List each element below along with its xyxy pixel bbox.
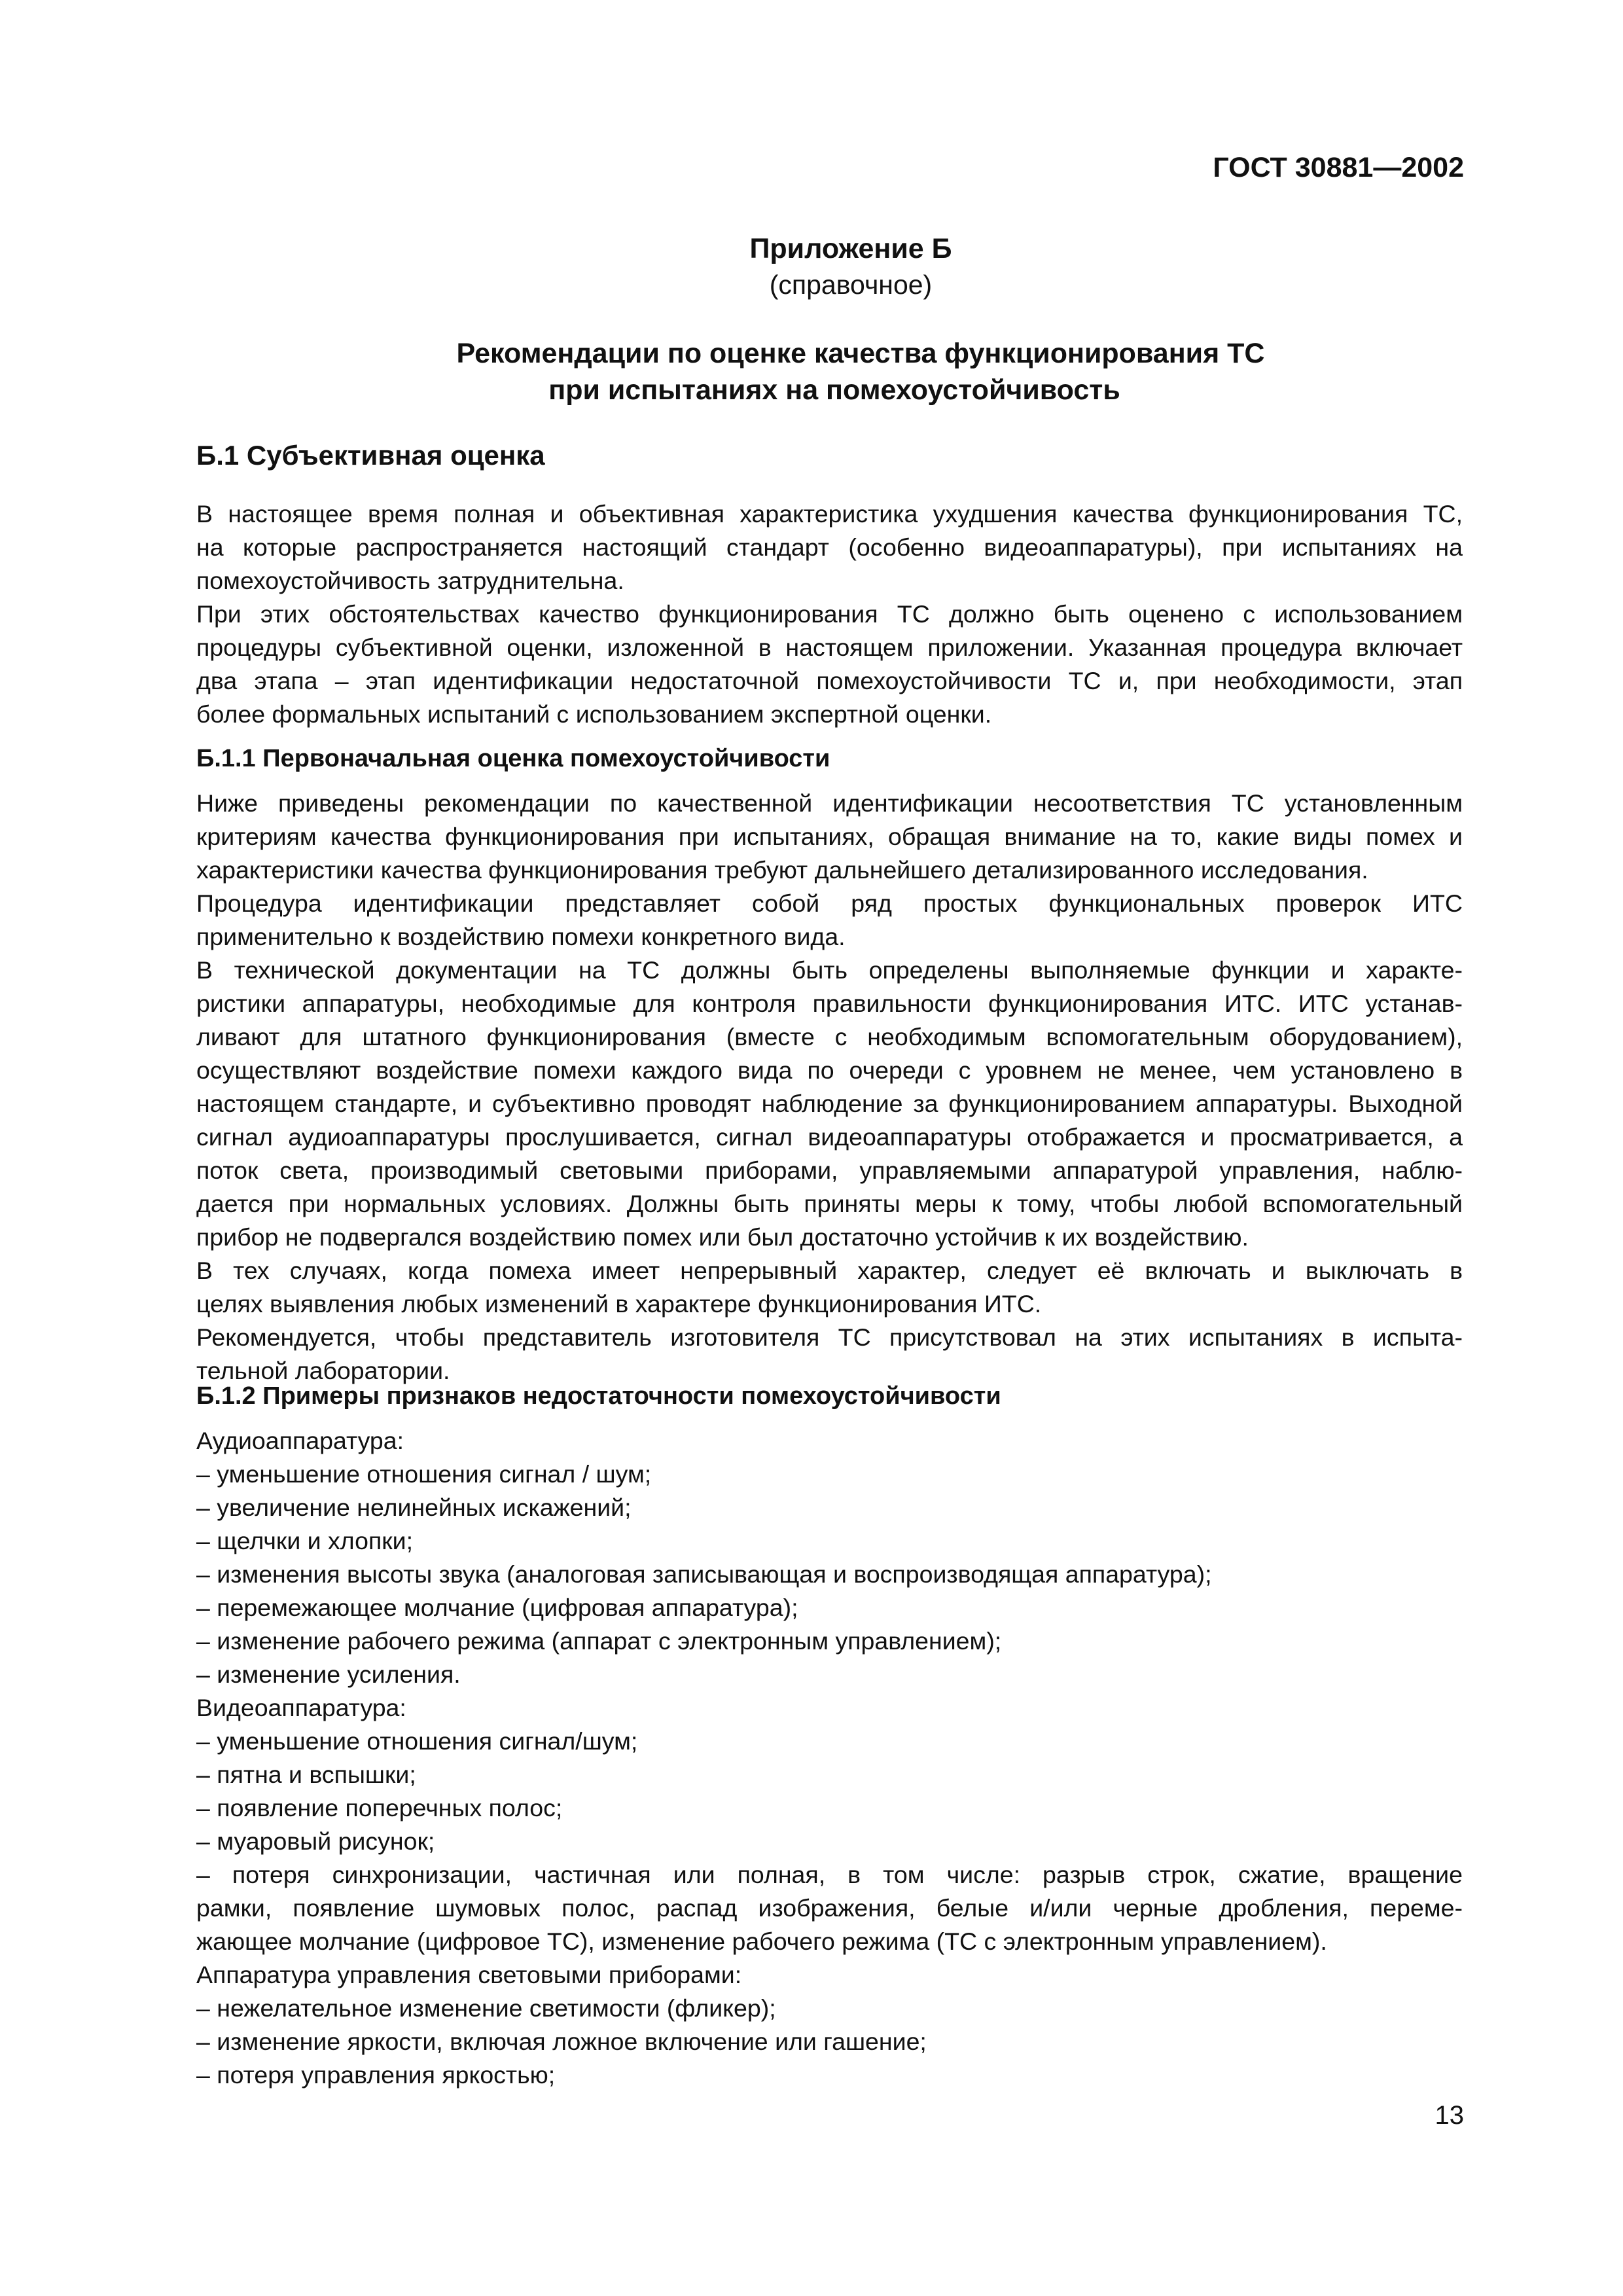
appendix-subtitle: (справочное) [769,270,933,300]
appendix-heading [0,335,1623,408]
text-line: применительно к воздействию помехи конкретного вида. [196,923,846,950]
list-item: – изменения высоты звука (аналоговая записывающая и воспроизводящая аппаратура); [196,1560,1212,1588]
list-label: Аппаратура управления световыми приборами: [196,1961,742,1988]
text-line: дается при нормальных условиях. Должны быть приняты меры к тому, чтобы любой вспомогательный [196,1190,1463,1217]
page-number: 13 [1435,2101,1464,2130]
section-b12-body [196,1424,1463,2092]
appendix-heading-line: Рекомендации по оценке качества функционирования ТС [456,338,1265,369]
text-line: критериям качества функционирования при испытаниях, обращая внимание на то, какие виды помех и [196,823,1463,850]
text-line: поток света, производимый световыми приборами, управляемыми аппаратурой управления, наблю- [196,1157,1463,1184]
text-line: ристики аппаратуры, необходимые для контроля правильности функционирования ИТС. ИТС устанав- [196,990,1463,1017]
text-line: В настоящее время полная и объективная характеристика ухудшения качества функционирования ТС, [196,500,1463,528]
text-line: Ниже приведены рекомендации по качественной идентификации несоответствия ТС установленным [196,789,1463,817]
text-line: Процедура идентификации представляет собой ряд простых функциональных проверок ИТС [196,889,1463,917]
list-label: Видеоаппаратура: [196,1694,406,1721]
list-item: – увеличение нелинейных искажений; [196,1494,632,1521]
section-b11-body [196,787,1463,1388]
list-item: – уменьшение отношения сигнал/шум; [196,1727,638,1755]
section-b1-title: Б.1 Субъективная оценка [196,440,545,471]
document-code: ГОСТ 30881—2002 [1213,152,1464,183]
text-line: Рекомендуется, чтобы представитель изготовителя ТС присутствовал на этих испытаниях в испыта- [196,1323,1463,1351]
text-line: осуществляют воздействие помехи каждого вида по очереди с уровнем не менее, чем установлено в [196,1056,1463,1084]
section-b11-title: Б.1.1 Первоначальная оценка помехоустойчивости [196,745,830,772]
list-item: – изменение рабочего режима (аппарат с электронным управлением); [196,1627,1002,1655]
list-item: – изменение усиления. [196,1660,461,1688]
text-line: на которые распространяется настоящий стандарт (особенно видеоаппаратуры), при испытаниях на [196,533,1463,561]
text-line: настоящем стандарте, и субъективно проводят наблюдение за функционированием аппаратуры. Выходной [196,1090,1463,1117]
text-line: прибор не подвергался воздействию помех или был достаточно устойчив к их воздействию. [196,1223,1249,1251]
text-line: процедуры субъективной оценки, изложенной в настоящем приложении. Указанная процедура включает [196,634,1463,661]
list-item: – появление поперечных полос; [196,1794,563,1821]
list-item: – пятна и вспышки; [196,1761,416,1788]
list-item: – муаровый рисунок; [196,1827,435,1855]
appendix-title: Приложение Б [749,233,952,264]
text-line: два этапа – этап идентификации недостаточной помехоустойчивости ТС и, при необходимости, этап [196,667,1463,694]
appendix-heading-line: при испытаниях на помехоустойчивость [548,374,1120,406]
list-item: – уменьшение отношения сигнал / шум; [196,1460,652,1488]
text-line: тельной лаборатории. [196,1357,450,1384]
list-item: – изменение яркости, включая ложное включение или гашение; [196,2028,927,2055]
list-item: – нежелательное изменение светимости (фликер); [196,1994,776,2022]
text-line: более формальных испытаний с использованием экспертной оценки. [196,700,992,728]
text-line: рамки, появление шумовых полос, распад изображения, белые и/или черные дробления, переме- [196,1894,1463,1922]
section-b12-title: Б.1.2 Примеры признаков недостаточности помехоустойчивости [196,1382,1001,1410]
text-line: сигнал аудиоаппаратуры прослушивается, сигнал видеоаппаратуры отображается и просматривается, а [196,1123,1463,1151]
text-line: целях выявления любых изменений в характере функционирования ИТС. [196,1290,1042,1318]
list-label: Аудиоаппаратура: [196,1427,404,1454]
text-line: В технической документации на ТС должны быть определены выполняемые функции и характе- [196,956,1463,984]
text-line: При этих обстоятельствах качество функционирования ТС должно быть оценено с использованием [196,600,1463,628]
list-item: – потеря управления яркостью; [196,2061,556,2089]
text-line: ливают для штатного функционирования (вместе с необходимым вспомогательным оборудованием), [196,1023,1463,1050]
text-line: помехоустойчивость затруднительна. [196,567,624,594]
text-line: В тех случаях, когда помеха имеет непрерывный характер, следует её включать и выключать в [196,1257,1463,1284]
text-line: характеристики качества функционирования требуют дальнейшего детализированного исследования. [196,856,1368,884]
list-item: – перемежающее молчание (цифровая аппаратура); [196,1594,798,1621]
list-item: – потеря синхронизации, частичная или полная, в том числе: разрыв строк, сжатие, вращение [196,1861,1463,1888]
section-b1-body [196,497,1463,731]
list-item: – щелчки и хлопки; [196,1527,414,1554]
text-line: жающее молчание (цифровое ТС), изменение рабочего режима (ТС с электронным управлением). [196,1928,1327,1955]
